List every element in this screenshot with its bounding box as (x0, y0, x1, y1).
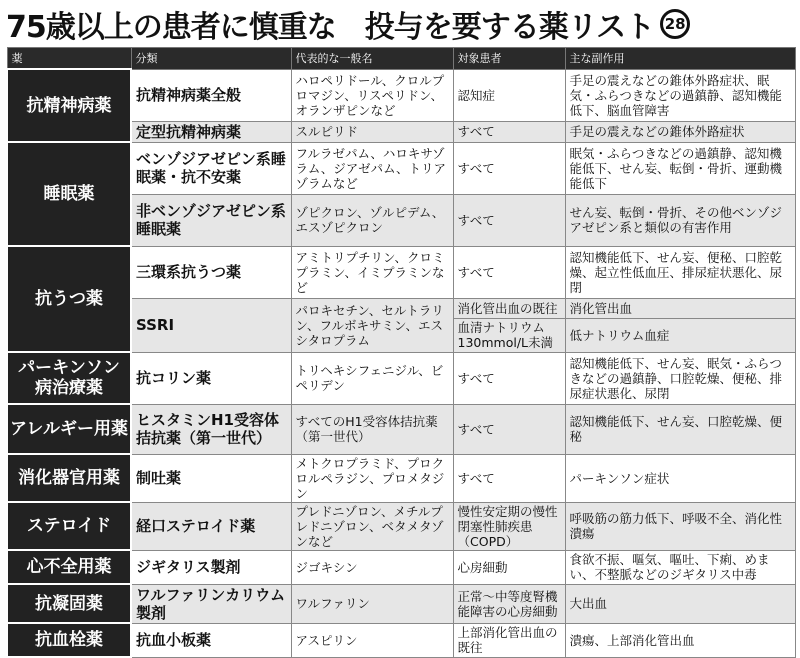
table-row (7, 502, 795, 550)
side-effects-cell: 潰瘍、上部消化管出血 (565, 623, 795, 657)
class-cell: SSRI (131, 298, 291, 352)
generic-name-cell: プレドニゾロン、メチルプレドニゾロン、ベタメタゾンなど (291, 502, 453, 550)
category-cell: パーキンソン病治療薬 (7, 352, 131, 404)
class-cell: 抗精神病薬全般 (131, 69, 291, 121)
category-cell: 抗うつ薬 (7, 246, 131, 352)
class-cell: 三環系抗うつ薬 (131, 246, 291, 298)
table-row (7, 69, 795, 121)
generic-name-cell: スルピリド (291, 121, 453, 142)
category-cell: アレルギー用薬 (7, 404, 131, 454)
class-cell: 抗血小板薬 (131, 623, 291, 657)
target-cell: すべて (453, 352, 565, 404)
table-row (7, 584, 795, 623)
target-cell: 心房細動 (453, 550, 565, 584)
class-cell: ジギタリス製剤 (131, 550, 291, 584)
generic-name-cell: アミトリプチリン、クロミプラミン、イミプラミンなど (291, 246, 453, 298)
target-cell: 血清ナトリウム130mmol/L未満 (453, 318, 565, 352)
page-title: 75歳以上の患者に慎重な 投与を要する薬リスト (6, 10, 655, 45)
page-number-badge: 28 (660, 9, 690, 39)
header-drug: 薬 (7, 48, 131, 70)
target-cell: すべて (453, 142, 565, 194)
target-cell: すべて (453, 454, 565, 502)
target-cell: 消化管出血の既往 (453, 298, 565, 318)
target-cell: すべて (453, 194, 565, 246)
generic-name-cell: ジゴキシン (291, 550, 453, 584)
class-cell: 非ベンゾジアゼピン系睡眠薬 (131, 194, 291, 246)
side-effects-cell: 呼吸筋の筋力低下、呼吸不全、消化性潰瘍 (565, 502, 795, 550)
target-cell: 認知症 (453, 69, 565, 121)
category-cell: 抗血栓薬 (7, 623, 131, 657)
drug-list-table (6, 47, 796, 658)
side-effects-cell: パーキンソン症状 (565, 454, 795, 502)
target-cell: 正常～中等度腎機能障害の心房細動 (453, 584, 565, 623)
side-effects-cell: 手足の震えなどの錐体外路症状 (565, 121, 795, 142)
side-effects-cell: 消化管出血 (565, 298, 795, 318)
side-effects-cell: 認知機能低下、せん妄、眠気・ふらつきなどの過鎮静、口腔乾燥、便秘、排尿症状悪化、尿閉 (565, 352, 795, 404)
class-cell: 定型抗精神病薬 (131, 121, 291, 142)
target-cell: 慢性安定期の慢性閉塞性肺疾患（COPD） (453, 502, 565, 550)
side-effects-cell: 眠気・ふらつきなどの過鎮静、認知機能低下、せん妄、転倒・骨折、運動機能低下 (565, 142, 795, 194)
category-cell: ステロイド (7, 502, 131, 550)
table-row (7, 623, 795, 657)
side-effects-cell: 認知機能低下、せん妄、便秘、口腔乾燥、起立性低血圧、排尿症状悪化、尿閉 (565, 246, 795, 298)
class-cell: 抗コリン薬 (131, 352, 291, 404)
title-bar (6, 4, 794, 44)
target-cell: すべて (453, 121, 565, 142)
generic-name-cell: メトクロプラミド、プロクロルペラジン、プロメタジン (291, 454, 453, 502)
table-row (7, 404, 795, 454)
target-cell: すべて (453, 404, 565, 454)
side-effects-cell: 認知機能低下、せん妄、口腔乾燥、便秘 (565, 404, 795, 454)
side-effects-cell: 手足の震えなどの錐体外路症状、眠気・ふらつきなどの過鎮静、認知機能低下、脳血管障害 (565, 69, 795, 121)
class-cell: 経口ステロイド薬 (131, 502, 291, 550)
generic-name-cell: アスピリン (291, 623, 453, 657)
table-row (7, 142, 795, 194)
generic-name-cell: すべてのH1受容体拮抗薬（第一世代） (291, 404, 453, 454)
generic-name-cell: ハロペリドール、クロルプロマジン、リスペリドン、オランザピンなど (291, 69, 453, 121)
category-cell: 抗凝固薬 (7, 584, 131, 623)
side-effects-cell: せん妄、転倒・骨折、その他ベンゾジアゼピン系と類似の有害作用 (565, 194, 795, 246)
target-cell: 上部消化管出血の既往 (453, 623, 565, 657)
table-row (7, 352, 795, 404)
class-cell: 制吐薬 (131, 454, 291, 502)
generic-name-cell: ワルファリン (291, 584, 453, 623)
generic-name-cell: トリヘキシフェニジル、ビペリデン (291, 352, 453, 404)
header-generic-name: 代表的な一般名 (291, 48, 453, 70)
class-cell: ベンゾジアゼピン系睡眠薬・抗不安薬 (131, 142, 291, 194)
side-effects-cell: 低ナトリウム血症 (565, 318, 795, 352)
generic-name-cell: パロキセチン、セルトラリン、フルボキサミン、エスシタロプラム (291, 298, 453, 352)
header-side-effects: 主な副作用 (565, 48, 795, 70)
generic-name-cell: ゾピクロン、ゾルピデム、エスゾピクロン (291, 194, 453, 246)
side-effects-cell: 大出血 (565, 584, 795, 623)
table-row (7, 246, 795, 298)
generic-name-cell: フルラゼパム、ハロキサゾラム、ジアゼパム、トリアゾラムなど (291, 142, 453, 194)
category-cell: 抗精神病薬 (7, 69, 131, 142)
category-cell: 心不全用薬 (7, 550, 131, 584)
category-cell: 消化器官用薬 (7, 454, 131, 502)
header-row (7, 48, 795, 70)
target-cell: すべて (453, 246, 565, 298)
table-row (7, 550, 795, 584)
header-target-patient: 対象患者 (453, 48, 565, 70)
category-cell: 睡眠薬 (7, 142, 131, 246)
side-effects-cell: 食欲不振、嘔気、嘔吐、下痢、めまい、不整脈などのジギタリス中毒 (565, 550, 795, 584)
class-cell: ワルファリンカリウム製剤 (131, 584, 291, 623)
class-cell: ヒスタミンH1受容体拮抗薬（第一世代） (131, 404, 291, 454)
table-row (7, 454, 795, 502)
header-class: 分類 (131, 48, 291, 70)
